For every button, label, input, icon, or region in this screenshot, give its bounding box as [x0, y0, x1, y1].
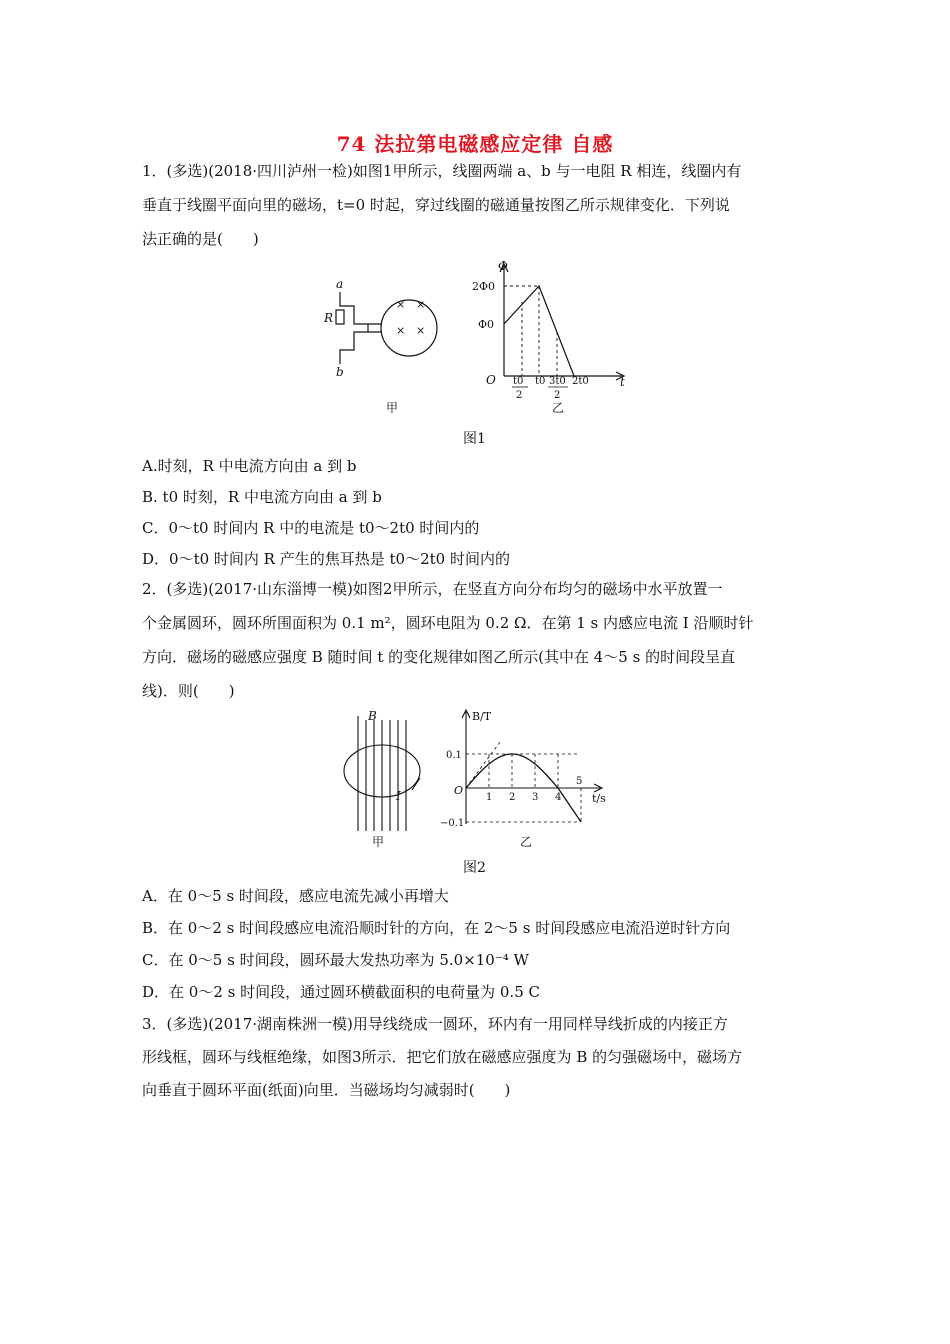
q1-option-a: A.时刻，R 中电流方向由 a 到 b [142, 457, 357, 475]
figure-1-label-jia: 甲 [386, 401, 399, 415]
xtick-4: 4 [555, 792, 562, 803]
coil-terminal-b: b [336, 365, 344, 379]
tick-t0: t0 [535, 376, 546, 387]
ytick-pos: 0.1 [446, 750, 462, 761]
origin-label-2: O [454, 784, 464, 797]
q2-line-4: 线)．则( ) [142, 682, 235, 700]
resistor-label: R [324, 311, 334, 325]
q1-line-1: 1．(多选)(2018·四川泸州一检)如图1甲所示，线圈两端 a、b 与一电阻 R 相连，线圈内有 [142, 162, 742, 180]
field-cross-2: × [416, 298, 426, 311]
field-cross-1: × [396, 298, 406, 311]
xtick-5: 5 [576, 776, 583, 787]
q1-option-d: D．0～t0 时间内 R 产生的焦耳热是 t0～2t0 时间内的 [142, 550, 510, 568]
q2-line-3: 方向．磁场的磁感应强度 B 随时间 t 的变化规律如图乙所示(其中在 4～5 s 的时间段呈直 [142, 648, 736, 666]
q1-option-b: B. t0 时刻，R 中电流方向由 a 到 b [142, 488, 382, 506]
current-i-label: I [396, 789, 401, 803]
figure-1-caption: 图1 [463, 431, 486, 447]
flux-axis-label: Φ [498, 260, 508, 273]
figure-2-caption: 图2 [463, 860, 486, 876]
figure-1 [310, 260, 650, 420]
b-t-grid [466, 742, 581, 822]
figure-2-label-jia: 甲 [372, 835, 385, 849]
ytick-neg: −0.1 [440, 818, 465, 829]
q2-option-c: C．在 0～5 s 时间段，圆环最大发热功率为 5.0×10⁻⁴ W [142, 951, 529, 969]
coil-terminal-a: a [336, 277, 344, 291]
q1-line-2: 垂直于线圈平面向里的磁场，t=0 时起，穿过线圈的磁通量按图乙所示规律变化．下列说 [142, 196, 730, 214]
field-cross-3: × [396, 324, 406, 337]
xtick-2: 2 [509, 792, 516, 803]
tick-3t0-half-num: 3t0 [549, 376, 566, 387]
page-title: 74 法拉第电磁感应定律 自感 [336, 132, 614, 156]
q3-line-2: 形线框，圆环与线框绝缘，如图3所示．把它们放在磁感应强度为 B 的匀强磁场中，磁场方 [142, 1048, 743, 1066]
figure-2 [320, 706, 630, 856]
q2-line-1: 2．(多选)(2017·山东淄博一模)如图2甲所示，在竖直方向分布均匀的磁场中水平放置一 [142, 580, 723, 598]
field-b-label: B [368, 709, 377, 723]
tick-t0-half-den: 2 [516, 390, 523, 401]
q3-line-3: 向垂直于圆环平面(纸面)向里．当磁场均匀减弱时( ) [142, 1081, 511, 1099]
q2-line-2: 个金属圆环，圆环所围面积为 0.1 m²，圆环电阻为 0.2 Ω．在第 1 s 内感应电流 I 沿顺时针 [142, 614, 754, 632]
b-axis-label: B/T [472, 710, 492, 723]
q3-line-1: 3．(多选)(2017·湖南株洲一模)用导线绕成一圆环，环内有一用同样导线折成的内接正方 [142, 1015, 728, 1033]
tick-2t0: 2t0 [572, 376, 589, 387]
figure-2-ring-diagram [344, 716, 420, 831]
q2-option-b: B．在 0～2 s 时间段感应电流沿顺时针的方向，在 2～5 s 时间段感应电流沿逆时针方向 [142, 919, 731, 937]
tick-3t0-half-den: 2 [554, 390, 561, 401]
tick-phi0: Φ0 [478, 318, 495, 331]
figure-1-label-yi: 乙 [552, 401, 565, 415]
q1-option-c: C．0～t0 时间内 R 中的电流是 t0～2t0 时间内的 [142, 519, 480, 537]
xtick-3: 3 [532, 792, 539, 803]
xtick-1: 1 [486, 792, 493, 803]
q2-option-d: D．在 0～2 s 时间段，通过圆环横截面积的电荷量为 0.5 C [142, 983, 540, 1001]
q1-line-3: 法正确的是( ) [142, 230, 259, 248]
figure-2-label-yi: 乙 [520, 835, 533, 849]
field-cross-4: × [416, 324, 426, 337]
origin-label: O [486, 373, 496, 387]
tick-t0-half-num: t0 [513, 376, 524, 387]
t-axis-label: t/s [592, 792, 606, 805]
time-axis-label: t [620, 375, 625, 389]
tick-2phi0: 2Φ0 [472, 280, 496, 293]
q2-option-a: A．在 0～5 s 时间段，感应电流先减小再增大 [142, 887, 449, 905]
figure-1-flux-graph [500, 264, 624, 380]
